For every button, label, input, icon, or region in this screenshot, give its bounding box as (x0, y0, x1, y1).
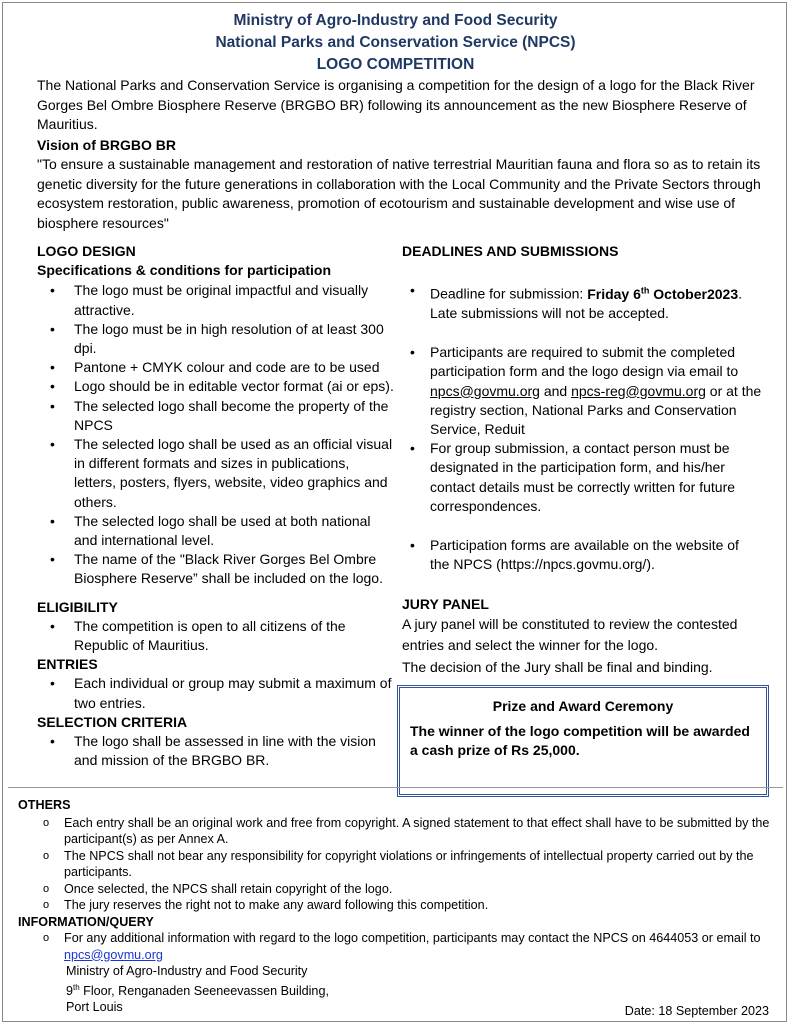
list-item: • Pantone + CMYK colour and code are to be used (37, 358, 395, 377)
document-date: Date: 18 September 2023 (624, 1004, 769, 1018)
address-line-2: 9th Floor, Renganaden Seeneevassen Building, (66, 982, 329, 998)
list-item: • The selected logo shall be used at both national and international level. (37, 512, 395, 550)
list-item: • For group submission, a contact person must be designated in the participation form, and his/her contact details must be correctly written for future correspondences. (402, 439, 762, 516)
list-item: • The logo must be original impactful and visually attractive. (37, 281, 395, 319)
list-item: • Participants are required to submit the completed participation form and the logo design via email to npcs@govmu.org and npcs-reg@govmu.org or at the registry section, National Parks and Conservation Service, Reduit (402, 343, 762, 439)
logo-design-subheading: Specifications & conditions for participation (37, 262, 332, 279)
jury-decision: The decision of the Jury shall be final and binding. (402, 658, 713, 675)
info-email-link[interactable]: npcs@govmu.org (64, 947, 163, 962)
info-heading: INFORMATION/QUERY (18, 914, 154, 929)
list-item: • The name of the "Black River Gorges Bel Ombre Biosphere Reserve” shall be included on the logo. (37, 550, 395, 588)
ministry-heading: Ministry of Agro-Industry and Food Security (233, 12, 558, 29)
list-item: o Each entry shall be an original work and free from copyright. A signed statement to that effect shall have to be submitted by the participant(s) as per Annex A. (8, 815, 783, 848)
npcs-reg-email-link[interactable]: npcs-reg@govmu.org (571, 382, 706, 399)
list-item: • The competition is open to all citizens of the Republic of Mauritius. (37, 617, 395, 655)
others-section (8, 787, 783, 1022)
list-item: • Participation forms are available on the website of the NPCS (https://npcs.govmu.org/). (402, 536, 762, 574)
entries-list (37, 674, 395, 712)
logo-design-heading: LOGO DESIGN (37, 243, 136, 259)
selection-heading: SELECTION CRITERIA (37, 713, 188, 730)
others-list (8, 815, 783, 914)
entries-heading: ENTRIES (37, 656, 98, 673)
prize-title: Prize and Award Ceremony (492, 698, 674, 714)
service-heading: National Parks and Conservation Service (NPCS) (215, 34, 576, 51)
jury-text: A jury panel will be constituted to review the contested entries and select the winner for the logo. (402, 615, 738, 653)
address-line-3: Port Louis (66, 1000, 123, 1015)
eligibility-list (37, 617, 395, 655)
left-column (37, 242, 395, 770)
vision-heading: Vision of BRGBO BR (37, 137, 176, 153)
list-item: o The NPCS shall not bear any responsibility for copyright violations or infringements of intellectual property carried out by the participants. (8, 848, 783, 881)
list-item: • The logo shall be assessed in line with the vision and mission of the BRGBO BR. (37, 732, 395, 770)
right-column (402, 242, 762, 679)
npcs-email-link[interactable]: npcs@govmu.org (430, 382, 540, 399)
list-item: o Once selected, the NPCS shall retain copyright of the logo. (8, 881, 783, 898)
list-item: o The jury reserves the right not to make any award following this competition. (8, 897, 783, 914)
address-line-1: Ministry of Agro-Industry and Food Security (66, 964, 308, 978)
jury-heading: JURY PANEL (402, 595, 489, 612)
list-item: • Deadline for submission: Friday 6th October2023. Late submissions will not be accepted. (402, 281, 762, 323)
list-item: • The logo must be in high resolution of at least 300 dpi. (37, 320, 395, 358)
others-heading: OTHERS (18, 798, 71, 812)
list-item: o For any additional information with regard to the logo competition, participants may contact the NPCS on 4644053 or email to npcs@govmu.org (8, 930, 783, 963)
deadlines-heading: DEADLINES AND SUBMISSIONS (402, 243, 619, 259)
list-item: • Each individual or group may submit a maximum of two entries. (37, 674, 395, 712)
logo-spec-list (37, 281, 395, 588)
info-list (8, 930, 783, 963)
selection-list (37, 732, 395, 770)
list-item: • The selected logo shall be used as an official visual in different formats and sizes in publications, letters, posters, flyers, website, video graphics and others. (37, 435, 395, 512)
deadlines-list (402, 281, 762, 574)
prize-box (397, 685, 769, 797)
list-item: • Logo should be in editable vector format (ai or eps). (37, 377, 395, 396)
list-item: • The selected logo shall become the property of the NPCS (37, 397, 395, 435)
vision-text: "To ensure a sustainable management and restoration of native terrestrial Mauritian fauna and flora so as to retain its genetic diversity for the future generations in collaboration with the Local Community and the Private Sectors through ecosystem restoration, public awareness, promotion of ecotourism and sustainable development and wise use of biosphere resources" (37, 156, 761, 231)
eligibility-heading: ELIGIBILITY (37, 598, 118, 615)
page-title: LOGO COMPETITION (316, 56, 475, 73)
prize-text: The winner of the logo competition will be awarded a cash prize of Rs 25,000. (410, 723, 750, 758)
intro-paragraph: The National Parks and Conservation Service is organising a competition for the design of a logo for the Black River Gorges Bel Ombre Biosphere Reserve (BRGBO BR) following its announcement as the new Biosphere Reserve of Mauritius. (37, 77, 755, 132)
